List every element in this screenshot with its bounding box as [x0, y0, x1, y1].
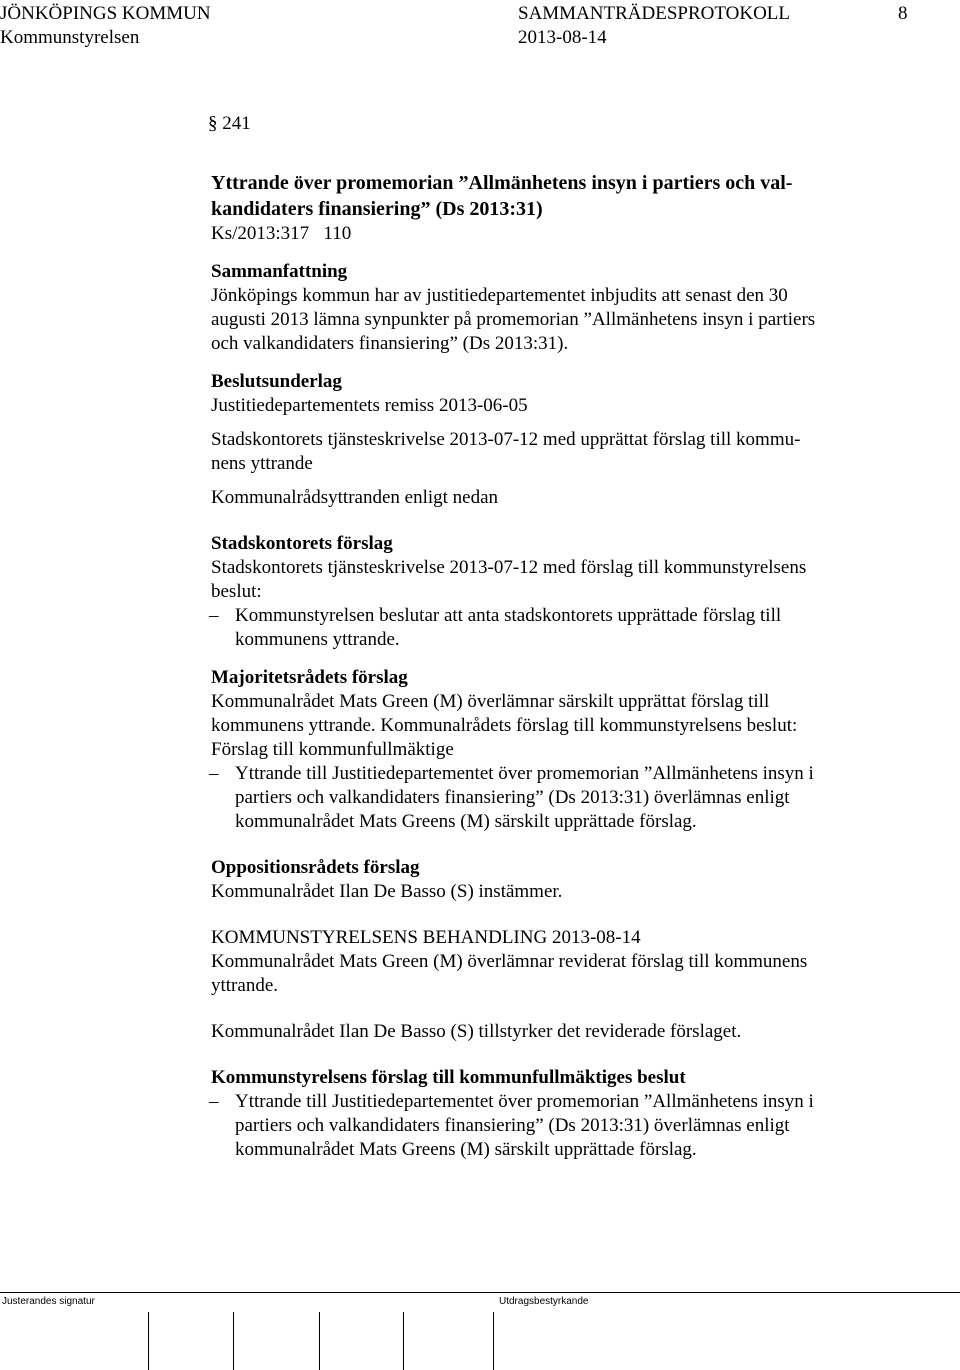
majority-proposal-line: kommunens yttrande. Kommunalrådets förslag till kommunstyrelsens beslut: [211, 715, 798, 736]
paragraph-symbol: § [208, 113, 218, 134]
basis-item: nens yttrande [211, 453, 313, 474]
header-body: Kommunstyrelsen [0, 27, 140, 48]
bullet-line: kommunalrådet Mats Greens (M) särskilt upprättade förslag. [235, 1139, 697, 1160]
board-handling-line: Kommunalrådet Ilan De Basso (S) tillstyrker det reviderade förslaget. [211, 1021, 742, 1042]
summary-line: augusti 2013 lämna synpunkter på promemorian ”Allmänhetens insyn i partiers [211, 309, 816, 330]
majority-proposal-heading: Majoritetsrådets förslag [211, 667, 408, 688]
section-number: 241 [222, 113, 251, 134]
basis-item: Stadskontorets tjänsteskrivelse 2013-07-12 med upprättat förslag till kommu- [211, 429, 801, 450]
basis-heading: Beslutsunderlag [211, 371, 342, 392]
basis-item: Kommunalrådsyttranden enligt nedan [211, 487, 499, 508]
office-proposal-heading: Stadskontorets förslag [211, 533, 393, 554]
header-doc-type: SAMMANTRÄDESPROTOKOLL [518, 3, 791, 24]
office-proposal-bullet [211, 604, 911, 652]
majority-proposal-line: Förslag till kommunfullmäktige [211, 739, 454, 760]
board-handling-line: Kommunalrådet Mats Green (M) överlämnar reviderat förslag till kommunens [211, 951, 808, 972]
opposition-proposal-line: Kommunalrådet Ilan De Basso (S) instämmer. [211, 881, 563, 902]
case-reference: Ks/2013:317 110 [211, 223, 352, 244]
signature-box-divider [148, 1312, 149, 1370]
board-handling-heading: KOMMUNSTYRELSENS BEHANDLING 2013-08-14 [211, 927, 641, 948]
dash-marker: – [209, 1091, 219, 1112]
majority-proposal-bullet [211, 762, 911, 834]
header-date: 2013-08-14 [518, 27, 607, 48]
board-proposal-heading: Kommunstyrelsens förslag till kommunfullmäktiges beslut [211, 1067, 686, 1088]
extract-verification-label: Utdragsbestyrkande [499, 1296, 589, 1307]
adjuster-signature-label: Justerandes signatur [2, 1296, 95, 1307]
bullet-line: kommunens yttrande. [235, 629, 400, 650]
section-title-line: Yttrande över promemorian ”Allmänhetens insyn i partiers och val- [211, 172, 793, 194]
bullet-line: kommunalrådet Mats Greens (M) särskilt upprättade förslag. [235, 811, 697, 832]
footer-divider [0, 1292, 960, 1293]
header-page-number: 8 [898, 3, 908, 24]
bullet-line: Yttrande till Justitiedepartementet över promemorian ”Allmänhetens insyn i [235, 1091, 814, 1112]
office-proposal-line: Stadskontorets tjänsteskrivelse 2013-07-12 med förslag till kommunstyrelsens [211, 557, 807, 578]
signature-footer [0, 1290, 960, 1370]
dash-marker: – [209, 605, 219, 626]
opposition-proposal-heading: Oppositionsrådets förslag [211, 857, 420, 878]
section-heading [208, 112, 911, 136]
summary-line: Jönköpings kommun har av justitiedepartementet inbjudits att senast den 30 [211, 285, 788, 306]
majority-proposal-line: Kommunalrådet Mats Green (M) överlämnar särskilt upprättat förslag till [211, 691, 770, 712]
dash-marker: – [209, 763, 219, 784]
summary-line: och valkandidaters finansiering” (Ds 2013:31). [211, 333, 569, 354]
header-municipality: JÖNKÖPINGS KOMMUN [0, 3, 211, 24]
basis-item: Justitiedepartementets remiss 2013-06-05 [211, 395, 528, 416]
bullet-line: partiers och valkandidaters finansiering” (Ds 2013:31) överlämnas enligt [235, 1115, 790, 1136]
signature-box-divider [319, 1312, 320, 1370]
signature-box-divider [403, 1312, 404, 1370]
board-proposal-bullet [211, 1090, 911, 1162]
summary-heading: Sammanfattning [211, 261, 348, 282]
section-title-line: kandidaters finansiering” (Ds 2013:31) [211, 198, 543, 220]
board-handling-line: yttrande. [211, 975, 279, 996]
signature-box-divider [493, 1312, 494, 1370]
protocol-content [208, 112, 911, 1162]
section-title [211, 170, 911, 222]
bullet-line: Yttrande till Justitiedepartementet över promemorian ”Allmänhetens insyn i [235, 763, 814, 784]
bullet-line: partiers och valkandidaters finansiering” (Ds 2013:31) överlämnas enligt [235, 787, 790, 808]
bullet-line: Kommunstyrelsen beslutar att anta stadskontorets upprättade förslag till [235, 605, 782, 626]
office-proposal-line: beslut: [211, 581, 262, 602]
signature-box-divider [233, 1312, 234, 1370]
